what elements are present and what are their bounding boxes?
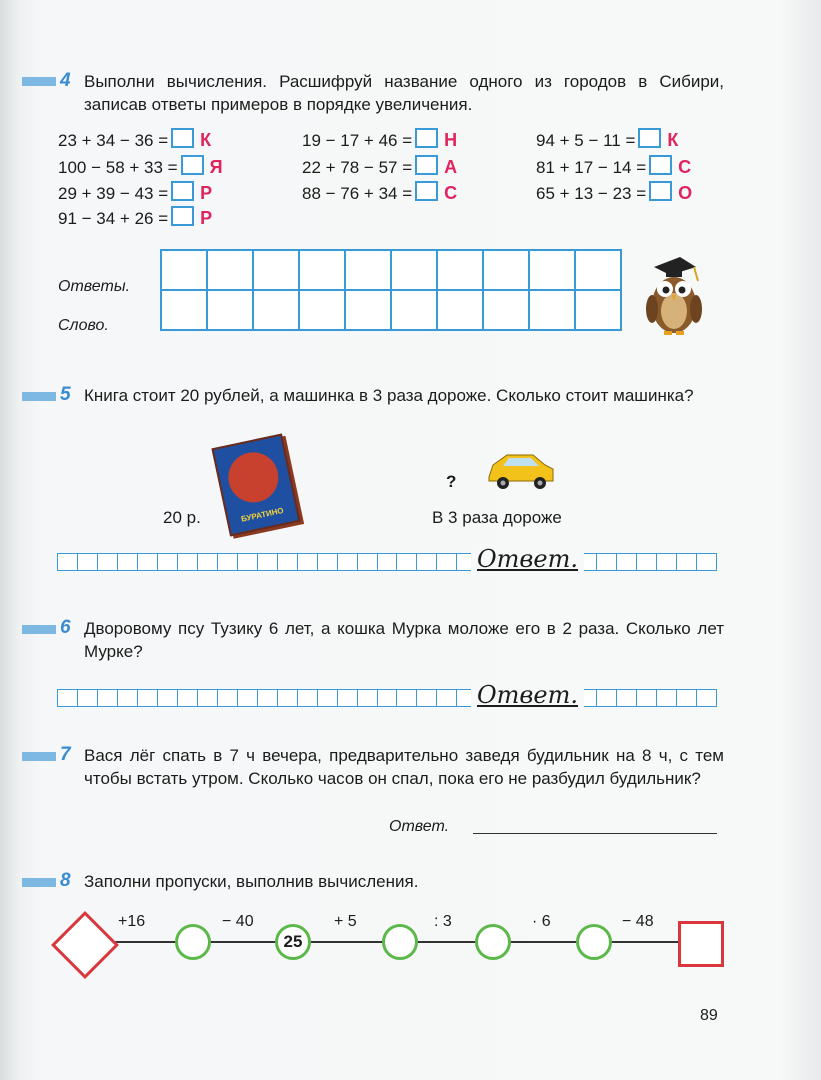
- example-row: 19 − 17 + 46 = Н: [302, 130, 458, 150]
- owl-icon: [636, 255, 712, 339]
- task-5-number: 5: [60, 384, 71, 405]
- answer-cell[interactable]: [636, 689, 656, 707]
- answer-circle[interactable]: [175, 924, 211, 960]
- answer-cell[interactable]: [696, 689, 717, 707]
- task-marker-bar: [22, 878, 56, 887]
- task-6-number: 6: [60, 617, 71, 638]
- answer-box[interactable]: [181, 155, 204, 175]
- answer-cell[interactable]: [257, 553, 277, 571]
- answer-cell[interactable]: [396, 689, 416, 707]
- answer-cell[interactable]: [656, 553, 676, 571]
- answer-cell[interactable]: [357, 553, 377, 571]
- example-row: 100 − 58 + 33 = Я: [58, 157, 223, 177]
- answer-box[interactable]: [415, 181, 438, 201]
- word-label: Слово.: [58, 317, 109, 334]
- example-row: 22 + 78 − 57 = А: [302, 157, 458, 177]
- answer-label: Ответ.: [389, 818, 450, 835]
- task-5-text: Книга стоит 20 рублей, а машинка в 3 раза дороже. Сколько стоит машинка?: [84, 386, 694, 405]
- answer-cell[interactable]: [277, 553, 297, 571]
- task-4-text: Выполни вычисления. Расшифруй название одного из городов в Сибири, записав ответы примеров в порядке увеличения.: [84, 72, 724, 114]
- answer-cell[interactable]: [636, 553, 656, 571]
- answer-cell[interactable]: [676, 689, 696, 707]
- answer-cell[interactable]: [317, 553, 337, 571]
- example-row: 29 + 39 − 43 = Р: [58, 183, 213, 203]
- answer-cell[interactable]: [277, 689, 297, 707]
- answer-cell[interactable]: [57, 553, 77, 571]
- answer-cell[interactable]: [157, 553, 177, 571]
- answer-cell[interactable]: [297, 689, 317, 707]
- answer-cell[interactable]: [596, 689, 616, 707]
- answer-cell[interactable]: [177, 689, 197, 707]
- answer-cell-strip[interactable]: [57, 689, 717, 707]
- answer-cell[interactable]: [337, 689, 357, 707]
- answer-box[interactable]: [649, 155, 672, 175]
- answer-cell[interactable]: [137, 553, 157, 571]
- answer-box[interactable]: [415, 155, 438, 175]
- operation-label: +16: [118, 913, 146, 930]
- answer-cell[interactable]: [377, 689, 397, 707]
- answer-cell[interactable]: [237, 689, 257, 707]
- page-number: 89: [700, 1007, 718, 1024]
- answer-cell[interactable]: [77, 553, 97, 571]
- answer-cell[interactable]: [97, 553, 117, 571]
- answer-cell[interactable]: [317, 689, 337, 707]
- task-marker-bar: [22, 625, 56, 634]
- answer-cell[interactable]: [656, 689, 676, 707]
- answer-cell[interactable]: [137, 689, 157, 707]
- book-image: [211, 433, 300, 536]
- answer-cell[interactable]: [416, 553, 436, 571]
- example-row: 91 − 34 + 26 = Р: [58, 208, 213, 228]
- answer-label: Ответ.: [471, 545, 584, 573]
- task-8-text: Заполни пропуски, выполнив вычисления.: [84, 872, 419, 891]
- example-row: 88 − 76 + 34 = С: [302, 183, 458, 203]
- task-7-number: 7: [60, 744, 71, 765]
- answer-cell[interactable]: [217, 689, 237, 707]
- operation-label: · 6: [532, 913, 551, 930]
- example-row: 65 + 13 − 23 = О: [536, 183, 693, 203]
- answer-cell[interactable]: [57, 689, 77, 707]
- answer-cell-strip[interactable]: [57, 553, 717, 571]
- example-row: 23 + 34 − 36 = К: [58, 130, 212, 150]
- answer-cell[interactable]: [197, 689, 217, 707]
- answer-cell[interactable]: [436, 553, 456, 571]
- car-icon: [485, 447, 557, 493]
- example-row: 94 + 5 − 11 = К: [536, 130, 679, 150]
- operation-label: − 48: [622, 913, 654, 930]
- answer-cell[interactable]: [117, 553, 137, 571]
- answer-cell[interactable]: [616, 689, 636, 707]
- answer-circle[interactable]: [475, 924, 511, 960]
- answer-box[interactable]: [171, 206, 194, 226]
- answer-box[interactable]: [649, 181, 672, 201]
- operation-label: + 5: [334, 913, 357, 930]
- answer-cell[interactable]: [337, 553, 357, 571]
- answer-cell[interactable]: [217, 553, 237, 571]
- answer-cell[interactable]: [616, 553, 636, 571]
- diamond-start-box[interactable]: [51, 911, 119, 979]
- given-value-circle: 25: [275, 924, 311, 960]
- operation-label: : 3: [434, 913, 452, 930]
- answer-box[interactable]: [638, 128, 661, 148]
- task-6-text: Дворовому псу Тузику 6 лет, а кошка Мурка моложе его в 2 раза. Сколько лет Мурке?: [84, 619, 724, 661]
- answer-cell[interactable]: [377, 553, 397, 571]
- task-4-number: 4: [60, 70, 71, 91]
- answer-cell[interactable]: [357, 689, 377, 707]
- task-7-text: Вася лёг спать в 7 ч вечера, предварительно заведя будильник на 8 ч, с тем чтобы встать утром. Сколько часов он спал, пока его не разбудил будильник?: [84, 746, 724, 788]
- answer-cell[interactable]: [197, 553, 217, 571]
- book-title: БУРАТИНО: [240, 505, 285, 524]
- answer-line[interactable]: [473, 833, 717, 834]
- book-price: 20 р.: [163, 508, 201, 527]
- task-marker-bar: [22, 752, 56, 761]
- answer-box[interactable]: [171, 128, 194, 148]
- answer-cell[interactable]: [396, 553, 416, 571]
- task-marker-bar: [22, 77, 56, 86]
- answer-circle[interactable]: [576, 924, 612, 960]
- task-marker-bar: [22, 392, 56, 401]
- answer-cell[interactable]: [676, 553, 696, 571]
- operation-label: − 40: [222, 913, 254, 930]
- question-mark: ?: [446, 472, 457, 491]
- answer-cell[interactable]: [696, 553, 717, 571]
- task-8-number: 8: [60, 870, 71, 891]
- answer-cell[interactable]: [257, 689, 277, 707]
- answer-cell[interactable]: [177, 553, 197, 571]
- example-row: 81 + 17 − 14 = С: [536, 157, 692, 177]
- answer-cell[interactable]: [436, 689, 456, 707]
- answer-cell[interactable]: [237, 553, 257, 571]
- answer-cell[interactable]: [157, 689, 177, 707]
- answers-label: Ответы.: [58, 278, 131, 295]
- answer-circle[interactable]: [382, 924, 418, 960]
- answer-cell[interactable]: [117, 689, 137, 707]
- answers-grid[interactable]: [160, 249, 622, 331]
- answer-cell[interactable]: [596, 553, 616, 571]
- answer-box[interactable]: [415, 128, 438, 148]
- answer-label: Ответ.: [471, 681, 584, 709]
- answer-cell[interactable]: [297, 553, 317, 571]
- answer-cell[interactable]: [77, 689, 97, 707]
- answer-cell[interactable]: [416, 689, 436, 707]
- answer-cell[interactable]: [97, 689, 117, 707]
- answer-box[interactable]: [171, 181, 194, 201]
- car-caption: В 3 раза дороже: [432, 508, 562, 527]
- square-end-box[interactable]: [678, 921, 724, 967]
